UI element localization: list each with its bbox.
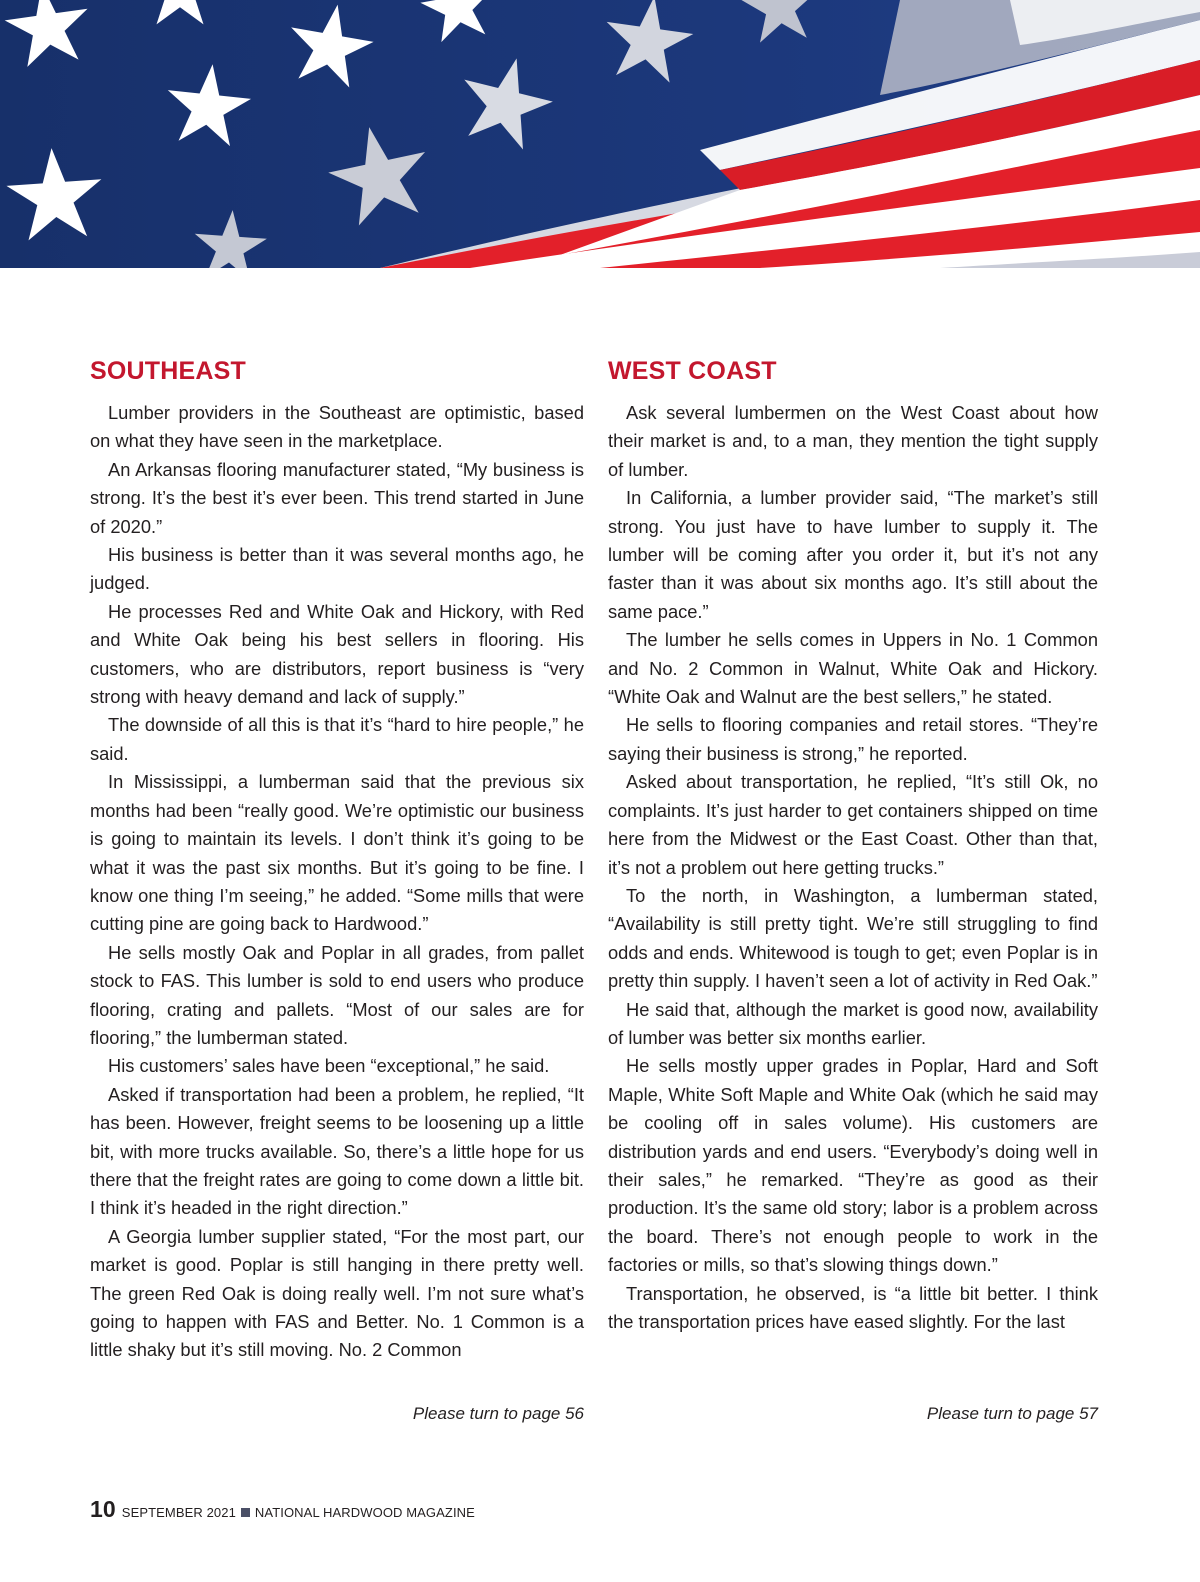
page-number: 10 — [90, 1496, 116, 1522]
west-coast-paragraph: The lumber he sells comes in Uppers in No. 1 Common and No. 2 Common in Walnut, White Oak and Hickory. “White Oak and Walnut are the best sellers,” he stated. — [608, 629, 1098, 708]
southeast-paragraph: Lumber providers in the Southeast are optimistic, based on what they have seen in the marketplace. — [90, 402, 584, 452]
southeast-paragraph: In Mississippi, a lumberman said that the previous six months had been “really good. We’re optimistic our business is going to maintain its levels. I don’t think it’s going to be what it was the past six months. But it’s going to be fine. I know one thing I’m seeing,” he added. “Some mills that were cutting pine are going back to Hardwood.” — [90, 771, 584, 935]
continued-page-57: Please turn to page 57 — [926, 1404, 1098, 1423]
west-coast-paragraph: In California, a lumber provider said, “The market’s still strong. You just have to have lumber to supply it. The lumber will be coming after you order it, but it’s not any faster than it was about six months ago. It’s still about the same pace.” — [608, 487, 1098, 622]
southeast-paragraph: His customers’ sales have been “exceptional,” he said. — [108, 1055, 550, 1077]
west-coast-column — [608, 358, 1098, 1336]
southeast-paragraph: Asked if transportation had been a problem, he replied, “It has been. However, freight seems to be loosening up a little bit, with more trucks available. So, there’s a little hope for us there that the freight rates are going to come down a little bit. I think it’s headed in the right direction.” — [90, 1083, 584, 1219]
flag-banner — [0, 0, 1200, 268]
issue-date: SEPTEMBER 2021 — [121, 1505, 236, 1520]
southeast-paragraph: He sells mostly Oak and Poplar in all grades, from pallet stock to FAS. This lumber is sold to end users who produce flooring, crating and pallets. “Most of our sales are for flooring,” the lumberman stated. — [90, 941, 584, 1048]
west-coast-heading: WEST COAST — [608, 357, 777, 385]
southeast-column — [90, 358, 584, 1365]
west-coast-paragraph: He said that, although the market is good now, availability of lumber was better six months earlier. — [608, 998, 1098, 1048]
southeast-paragraph: A Georgia lumber supplier stated, “For the most part, our market is good. Poplar is still hanging in there pretty well. The green Red Oak is doing really well. I’m not sure what’s going to happen with FAS and Better. No. 1 Common is a little shaky but it’s still moving. No. 2 Common — [90, 1225, 584, 1361]
southeast-heading: SOUTHEAST — [90, 357, 246, 385]
west-coast-paragraph: Ask several lumbermen on the West Coast about how their market is and, to a man, they mention the tight supply of lumber. — [608, 402, 1098, 480]
publication-name: NATIONAL HARDWOOD MAGAZINE — [254, 1505, 475, 1520]
square-bullet-icon — [241, 1508, 250, 1517]
west-coast-paragraph: Transportation, he observed, is “a little bit better. I think the transportation prices have eased slightly. For the last — [608, 1282, 1098, 1332]
southeast-paragraph: He processes Red and White Oak and Hickory, with Red and White Oak being his best sellers in flooring. His customers, who are distributors, report business is “very strong with heavy demand and lack of supply.” — [90, 600, 584, 708]
southeast-paragraph: The downside of all this is that it’s “hard to hire people,” he said. — [90, 714, 584, 764]
southeast-paragraph: His business is better than it was several months ago, he judged. — [90, 544, 584, 594]
west-coast-paragraph: He sells mostly upper grades in Poplar, Hard and Soft Maple, White Soft Maple and White Oak (which he said may be cooling off in sales volume). His customers are distribution yards and end users. “Everybody’s doing well in their sales,” he remarked. “They’re as good as their production. It’s the same old story; labor is a problem across the board. There’s not enough people to work in the factories or mills, so that’s slowing things down.” — [608, 1055, 1098, 1276]
page-footer — [90, 1496, 475, 1526]
west-coast-paragraph: To the north, in Washington, a lumberman stated, “Availability is still pretty tight. We’re still struggling to find odds and ends. Whitewood is tough to get; even Poplar is in pretty thin supply. I haven’t seen a lot of activity in Red Oak.” — [608, 884, 1098, 992]
west-coast-paragraph: He sells to flooring companies and retail stores. “They’re saying their business is strong,” he reported. — [608, 714, 1098, 764]
continued-page-56: Please turn to page 56 — [412, 1404, 584, 1423]
west-coast-paragraph: Asked about transportation, he replied, “It’s still Ok, no complaints. It’s just harder to get containers shipped on time here from the Midwest or the East Coast. Other than that, it’s not a problem out here getting trucks.” — [608, 771, 1098, 878]
southeast-paragraph: An Arkansas flooring manufacturer stated, “My business is strong. It’s the best it’s ever been. This trend started in June of 2020.” — [90, 458, 584, 537]
